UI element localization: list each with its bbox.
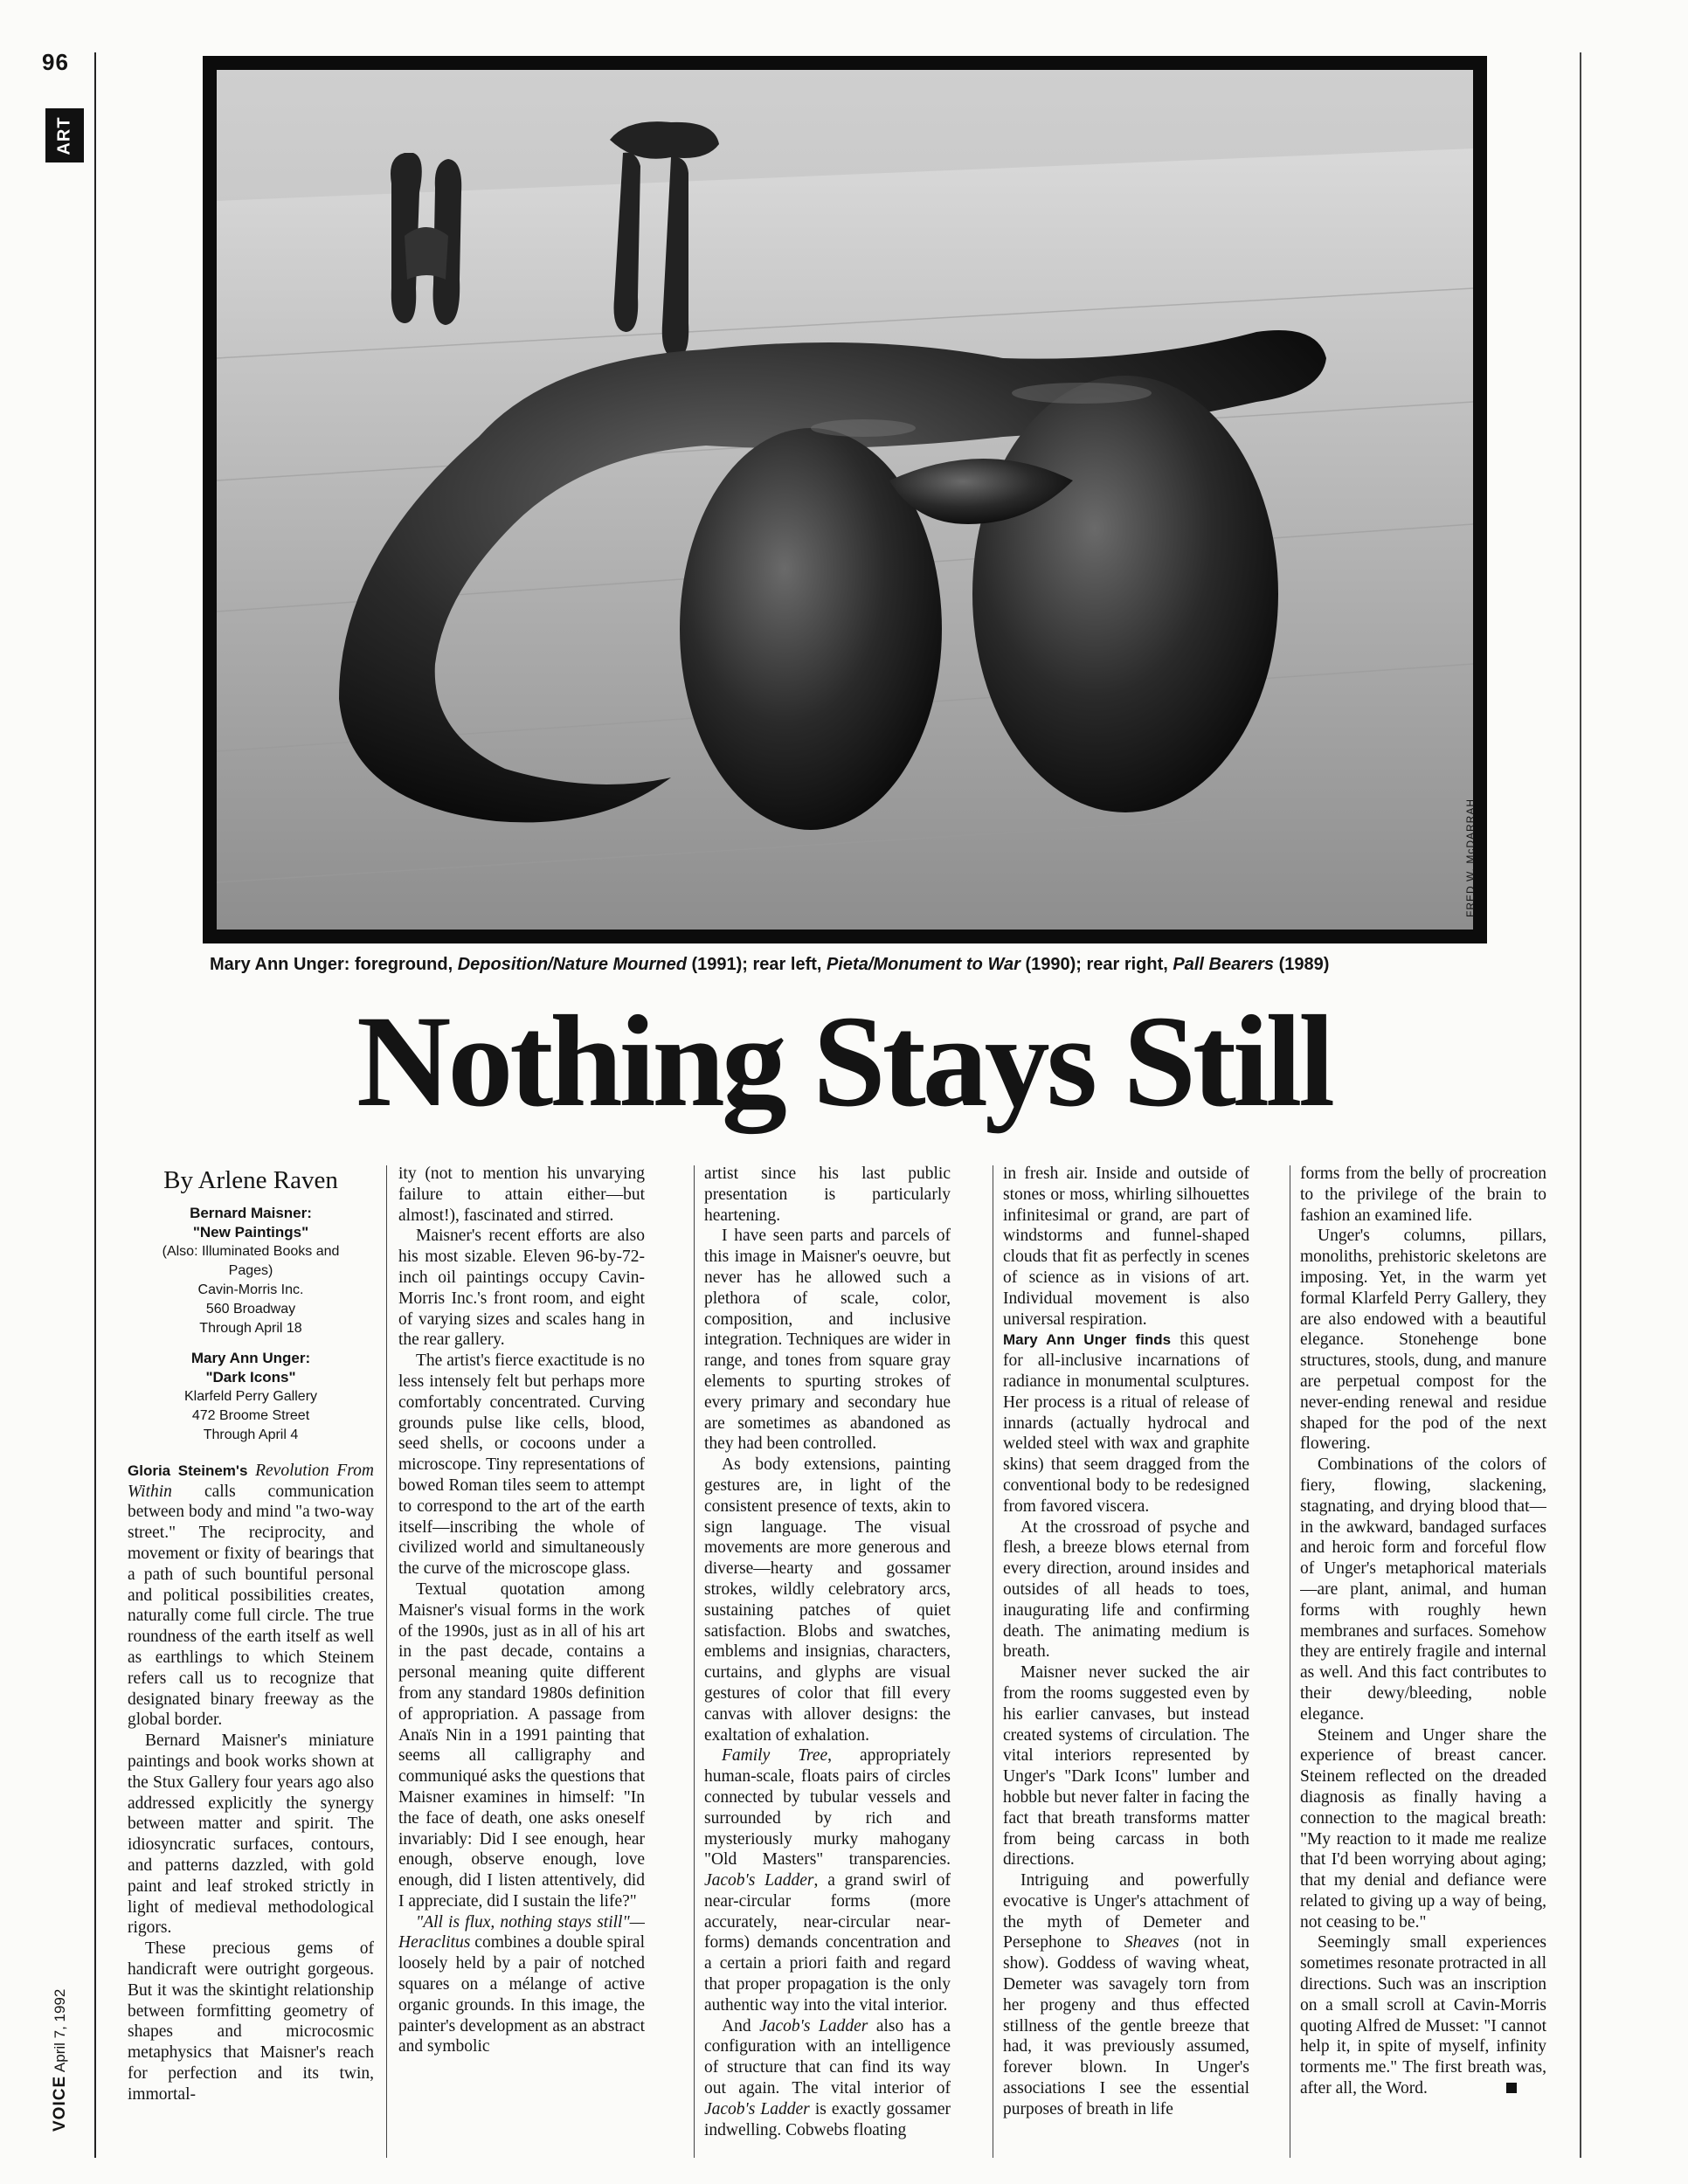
listing-heading: "Dark Icons" [205, 1368, 296, 1386]
article-paragraph [1003, 1517, 1249, 1663]
article-paragraph [1003, 1662, 1249, 1870]
listing-detail: Through April 18 [199, 1320, 302, 1336]
article-paragraph [398, 1912, 645, 2058]
article-text: Jacob's Ladder [704, 1871, 814, 1890]
listing-detail: Pages) [228, 1262, 273, 1278]
article-column-1 [128, 1164, 374, 2160]
caption-text: Deposition/Nature Mourned [457, 955, 687, 974]
listing-spacer [128, 1445, 374, 1455]
caption-text: (1990); rear right, [1020, 955, 1173, 974]
article-paragraph [398, 1351, 645, 1579]
article-column-2 [398, 1164, 645, 2160]
listing-detail: 472 Broome Street [191, 1407, 310, 1423]
article-paragraph [1300, 1164, 1546, 1226]
article-paragraph [704, 1745, 951, 2015]
article-text: As body extensions, painting gestures are, in light of the consistent presence of texts, akin to sign language. The visual movements are more generous and diverse—hearty and gossamer strokes, wildly celebratory arcs, sustaining patches of quiet satisfaction. Blobs and swatches, emblems and insignias, characters, curtains, and glyphs are visual gestures of color that fill every canvas with allover designs: the exaltation of exhalation. [704, 1455, 951, 1745]
sculpture-photo-image [217, 70, 1473, 930]
listing-detail: Klarfeld Perry Gallery [183, 1388, 318, 1404]
photo-credit: FRED W. McDARRAH [1464, 798, 1477, 917]
article-text: Combinations of the colors of fiery, flowing, slackening, stagnating, and drying blood that—in the awkward, bandaged surfaces and heroic form and forceful flow of Unger's metaphorical materials—are plant, animal, and human forms with roughly hewn membranes and surfaces. Somehow they are entirely fragile and internal as well. And this fact contributes to their dewy/bleeding, noble elegance. [1300, 1455, 1546, 1724]
folio [51, 1939, 86, 2132]
article-paragraph [1300, 1932, 1546, 2098]
article-text: in fresh air. Inside and outside of stones or moss, whirling silhouettes infinitesimal or grand, are part of windstorms and funnel-shaped clouds that fit as perfectly in scenes of science as in visions of art. Individual movement is also universal respiration. [1003, 1165, 1249, 1329]
article-column-4 [1003, 1164, 1249, 2160]
article-text: These precious gems of handicraft were outright gorgeous. But it was the skintight relationship between formfitting geometry of shapes and microcosmic metaphysics that Maisner's reach for perfection and its twin, immortal- [128, 1939, 374, 2104]
lead-in-text: Gloria Steinem's [128, 1462, 256, 1479]
article-text: Bernard Maisner's miniature paintings and book works shown at the Stux Gallery four years ago also addressed explicitly the synergy between matter and spirit. The idiosyncratic surfaces, contours, and patterns dazzled, with gold paint and leaf stroked strictly in light of medieval methodological rigors. [128, 1731, 374, 1938]
article-paragraph [128, 1461, 374, 1731]
caption-text: Pieta/Monument to War [827, 955, 1020, 974]
listing-heading: Bernard Maisner: [190, 1204, 312, 1221]
article-text: Revolution From Within [128, 1461, 374, 1501]
article-text: Steinem and Unger share the experience of breast cancer. Steinem reflected on the dreaded diagnosis as finally having a connection to the magical breath: "My reaction to it made me realize that I'd been worrying about aging; that my denial and defiance were related to giving up a way of being, not ceasing to be." [1300, 1725, 1546, 1932]
article-paragraph [1003, 1164, 1249, 1330]
article-text: Seemingly small experiences sometimes resonate protracted in all directions. Such was an inscription on a small scroll at Cavin-Morris quoting Alfred de Musset: "I cannot help it, in spite of myself, infinity torments me." The first breath was, after all, the Word. [1300, 1933, 1546, 2098]
article-column-3-body [704, 1164, 951, 2140]
end-mark [1506, 2083, 1517, 2093]
article-paragraph [128, 1939, 374, 2105]
article-column-3 [704, 1164, 951, 2160]
listing-detail: (Also: Illuminated Books and [162, 1243, 340, 1259]
article-text: Maisner never sucked the air from the rooms suggested even by his earlier canvases, but instead created systems of circulation. The vital interiors represented by Unger's "Dark Icons" lumber and hobble but never falter in facing the fact that breath transforms matter from being carcass in both directions. [1003, 1663, 1249, 1870]
headline: Nothing Stays Still [356, 989, 1332, 1134]
folio-date: April 7, 1992 [52, 1988, 68, 2073]
article-text: this quest for all-inclusive incarnations of radiance in monumental sculptures. Her process is a ritual of release of innards (actually hydrocal and welded steel with wax and graphite skins) that seem dragged from the conventional body to be redesigned from favored viscera. [1003, 1330, 1249, 1516]
article-text: Sheaves [1124, 1933, 1180, 1952]
caption-text: Pall Bearers [1173, 955, 1275, 974]
article-text: combines a double spiral loosely held by a pair of notched squares on a mélange of active organic grounds. In this image, the painter's development as an abstract and symbolic [398, 1933, 645, 2056]
article-column-5-body [1300, 1164, 1546, 2099]
photo-caption [210, 955, 1485, 975]
listing-detail: Cavin-Morris Inc. [197, 1282, 304, 1297]
section-tab [45, 108, 84, 162]
article-paragraph [1003, 1330, 1249, 1517]
caption-text: (1989) [1274, 955, 1330, 974]
article-paragraph [128, 1731, 374, 1939]
article-paragraph [704, 1226, 951, 1455]
article-paragraph [704, 2016, 951, 2141]
article-text: The artist's fierce exactitude is no less intensely felt but perhaps more comfortably concentrated. Curving grounds pulse like cells, blood, seed shells, or cocoons under a microscope. Tiny representations of bowed Roman tiles seem to attempt to correspond to the art of the earth itself—inscribing the whole of civilized world and simultaneously the curve of the microscope glass. [398, 1351, 645, 1579]
article-text: is exactly gossamer indwelling. Cobwebs floating [704, 2099, 951, 2139]
article-text: also has a configuration with an intelligence of structure that can find its way out again. The vital interior of [704, 2016, 951, 2098]
article-text: Maisner's recent efforts are also his most sizable. Eleven 96-by-72-inch oil paintings occupy Cavin-Morris Inc.'s front room, and eight of varying sizes and scales hang in the rear gallery. [398, 1227, 645, 1350]
lead-in-text: Mary Ann Unger finds [1003, 1331, 1172, 1349]
sculpture-photo [203, 56, 1487, 943]
article-paragraph [398, 1579, 645, 1912]
listing-spacer [128, 1338, 374, 1349]
listing-detail: 560 Broadway [205, 1301, 296, 1317]
article-paragraph [1300, 1226, 1546, 1455]
article-text: And [722, 2016, 760, 2035]
article-paragraph [704, 1164, 951, 1226]
section-tab-label: ART [54, 115, 74, 156]
article-text: I have seen parts and parcels of this image in Maisner's oeuvre, but never has he allowed such a plethora of scale, color, composition, and inclusive integration. Techniques are wider in range, and tones from square gray elements to spurting strokes of every primary and secondary hue are sometimes as abandoned as they had been controlled. [704, 1227, 951, 1454]
article-column-5 [1300, 1164, 1546, 2160]
article-text: artist since his last public presentation is particularly heartening. [704, 1165, 951, 1225]
byline: By Arlene Raven [163, 1166, 338, 1194]
article-paragraph [704, 1455, 951, 1745]
caption-text: Mary Ann Unger: foreground, [210, 955, 458, 974]
listing-heading: Mary Ann Unger: [190, 1349, 311, 1366]
article-text: Jacob's Ladder [759, 2016, 868, 2035]
article-column-2-body [398, 1164, 645, 2057]
article-text: At the crossroad of psyche and flesh, a breeze blows eternal from every direction, around insides and outsides of all heads to toes, inaugurating life and confirming death. The animating medium is breath. [1003, 1517, 1249, 1662]
article-text: (not in show). Goddess of waving wheat, Demeter was savagely torn from her progeny and thus effected stillness of the gentle breeze that had, it was previously assumed, forever blown. In Unger's associations I see the essential purposes of breath in life [1003, 1933, 1249, 2118]
folio-publication: VOICE [51, 2075, 69, 2132]
article-text: Jacob's Ladder [704, 2099, 810, 2118]
article-column-4-body [1003, 1164, 1249, 2120]
exhibition-listings [128, 1204, 374, 1455]
article-text: forms from the belly of procreation to the privilege of the brain to fashion an examined life. [1300, 1165, 1546, 1225]
page-number: 96 [42, 49, 69, 75]
article-text: Unger's columns, pillars, monoliths, prehistoric skeletons are imposing. Yet, in the warm yet formal Klarfeld Perry Gallery, they are also endowed with a beautiful elegance. Stonehenge bone structures, stools, dung, and manure are perpetual compost for the never-ending renewal and residue shaped for the pod of the next flowering. [1300, 1227, 1546, 1454]
article-text: ity (not to mention his unvarying failure to attain either—but almost!), fascinated and stirred. [398, 1165, 645, 1225]
article-text: calls communication between body and mind "a two-way street." The reciprocity, and movement or fixity of bearings that a path of such bountiful personal and political possibilities creates, naturally come full circle. The true roundness of the earth itself as well as earthlings to which Steinem refers call us to recognize that designated binary freeway as the global border. [128, 1482, 374, 1730]
article-paragraph [1300, 1455, 1546, 1724]
article-paragraph [1003, 1870, 1249, 2120]
caption-text: (1991); rear left, [686, 955, 827, 974]
article-text: Intriguing and powerfully evocative is Unger's attachment of the myth of Demeter and Persephone to [1003, 1871, 1249, 1952]
article-text: , a grand swirl of near-circular forms (more accurately, near-circular near-forms) demands concentration and a certain a priori faith and regard that proper propagation is the only authentic way into the vital interior. [704, 1871, 951, 2015]
article-paragraph [1300, 1725, 1546, 1933]
column-divider [386, 1165, 387, 2158]
article-text: Family Tree [722, 1746, 828, 1766]
column-divider [694, 1165, 695, 2158]
listing-detail: Through April 4 [203, 1427, 299, 1442]
article-paragraph [398, 1164, 645, 1226]
article-column-1-body [128, 1461, 374, 2105]
article-text: "All is flux, nothing stays still"—Heraclitus [398, 1912, 645, 1952]
listing-heading: "New Paintings" [192, 1223, 309, 1241]
article-text: , appropriately human-scale, floats pairs of circles connected by tubular vessels and surrounded by rich and mysteriously murky mahogany "Old Masters" transparencies. [704, 1746, 951, 1870]
article-paragraph [398, 1226, 645, 1351]
article-text: Textual quotation among Maisner's visual forms in the work of the 1990s, just as in all of his art in the past decade, contains a personal meaning quite different from any standard 1980s definition of appropriation. A passage from Anaïs Nin in a 1991 painting that seems all calligraphy and communiqué asks the questions that Maisner examines in himself: "In the face of death, one asks oneself invariably: Did I see enough, hear enough, observe enough, love enough, did I listen attentively, did I appreciate, did I sustain the life?" [398, 1579, 645, 1911]
